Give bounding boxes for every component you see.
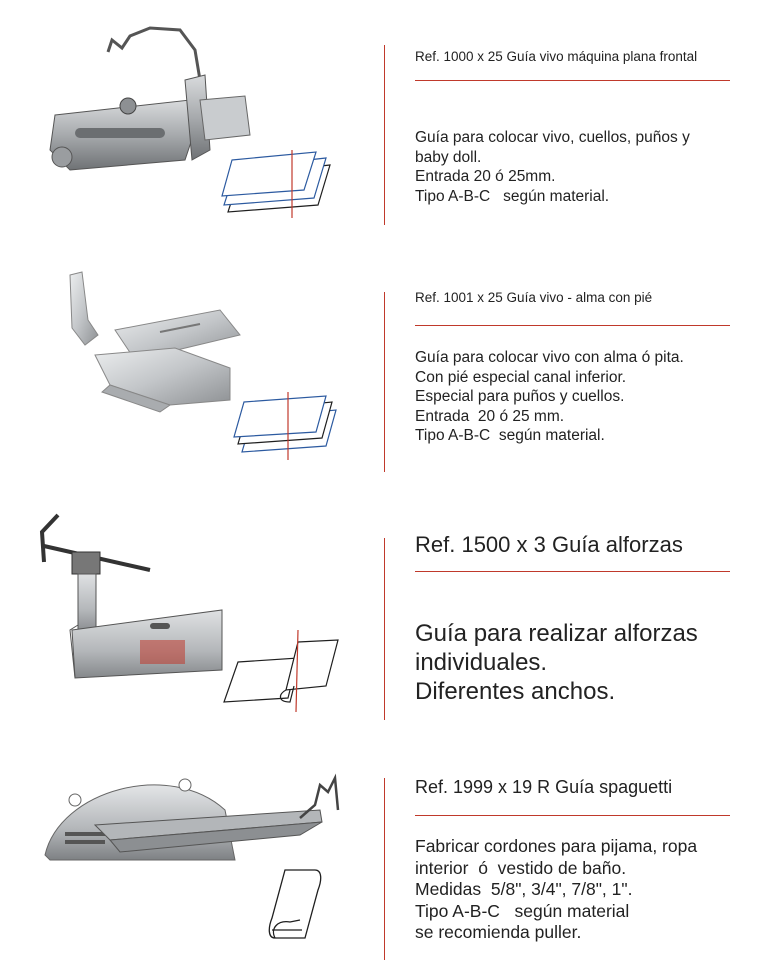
- tuck-guide-illustration: [0, 490, 380, 740]
- description-line: interior ó vestido de baño.: [415, 857, 627, 878]
- piping-foot-illustration: [0, 240, 380, 490]
- divider-horizontal: [415, 325, 730, 326]
- binder-guide-illustration: [0, 0, 380, 240]
- product-1999x19r: [0, 740, 768, 978]
- product-ref-title: Ref. 1500 x 3 Guía alforzas: [415, 532, 683, 557]
- divider-horizontal: [415, 815, 730, 816]
- divider-vertical: [384, 292, 385, 472]
- description-line: Tipo A-B-C según material.: [415, 427, 605, 444]
- fold-diagram-icon: [224, 630, 338, 712]
- divider-vertical: [384, 538, 385, 720]
- divider-vertical: [384, 45, 385, 225]
- product-1000x25: [0, 0, 768, 240]
- description-line: Medidas 5/8", 3/4", 7/8", 1".: [415, 879, 633, 899]
- description-line: Fabricar cordones para pijama, ropa: [415, 836, 698, 856]
- product-description: [415, 348, 755, 446]
- fold-diagram-icon: [269, 870, 320, 938]
- spaghetti-guide-illustration: [0, 740, 380, 978]
- description-line: Guía para colocar vivo con alma ó pita.: [415, 349, 684, 366]
- description-line: se recomienda puller.: [415, 922, 582, 942]
- product-description: [415, 619, 755, 706]
- description-line: Entrada 20 ó 25mm.: [415, 168, 556, 185]
- product-ref-title: Ref. 1001 x 25 Guía vivo - alma con pié: [415, 290, 653, 305]
- description-line: individuales.: [415, 649, 548, 676]
- product-description: [415, 836, 755, 944]
- description-line: Entrada 20 ó 25 mm.: [415, 407, 565, 425]
- description-line: Con pié especial canal inferior.: [415, 368, 627, 386]
- divider-vertical: [384, 778, 385, 960]
- description-line: Tipo A-B-C según material.: [415, 187, 610, 205]
- product-ref-title: Ref. 1000 x 25 Guía vivo máquina plana frontal: [415, 49, 698, 64]
- product-1001x25: [0, 240, 768, 490]
- divider-horizontal: [415, 80, 730, 81]
- description-line: Guía para realizar alforzas: [415, 620, 698, 647]
- description-line: baby doll.: [415, 148, 482, 166]
- product-1500x3: [0, 490, 768, 740]
- fold-diagram-icon: [222, 150, 330, 218]
- description-line: Tipo A-B-C según material: [415, 900, 630, 921]
- divider-horizontal: [415, 571, 730, 572]
- fold-diagram-icon: [234, 392, 336, 460]
- description-line: Especial para puños y cuellos.: [415, 388, 625, 405]
- product-ref-title: Ref. 1999 x 19 R Guía spaguetti: [415, 777, 673, 797]
- description-line: Diferentes anchos.: [415, 678, 616, 705]
- description-line: Guía para colocar vivo, cuellos, puños y: [415, 129, 690, 146]
- product-description: [415, 128, 755, 206]
